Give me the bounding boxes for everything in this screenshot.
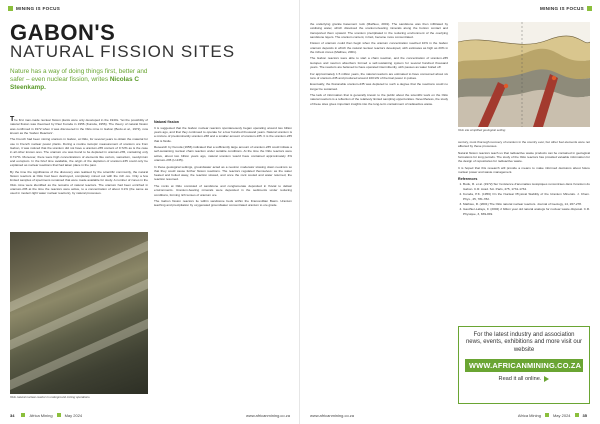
paragraph: The Gabon reactors were able to start a chain reaction, and the concentration of uranium-235 isotopes and neutron absorbers formed a self-sustaining system for several hundred thousand years. The reactors are believed to have operated intermittently, with pauses as water boiled off. — [310, 56, 448, 70]
paragraph: It is hoped that this research will provide a means to make informed decisions about future nuclear power and waste management. — [458, 165, 590, 175]
paragraph: The first man-made nuclear fission plants were only developed in the 1940s. Yet the possibility of natural fission was theorised by Paul Kuroda in 1956 (Kuroda, 1956). The theory of natural fission was confirmed in 1972 when it was discovered in the Oklo mine in Gabon (Bodu et al., 1972), now known as the 'Gabon Reactors'. — [10, 116, 148, 135]
page-number: 35 — [582, 412, 587, 418]
footer-site: www.africanmining.co.za — [310, 412, 355, 418]
right-column-1 — [310, 22, 448, 108]
paragraph: In these geological settings, groundwater acted as a neutron moderator slowing down neutrons so that they could cause further fission reactions. The reactors regulated themselves: as the water heated and boiled away, the reaction slowed, and once the rock cooled and water returned, the reaction resumed. — [154, 164, 292, 182]
section-tag-right — [540, 4, 592, 12]
article-lede — [10, 68, 150, 92]
magazine-name: Africa Mining — [517, 412, 541, 418]
paragraph: It is suggested that the Gabon nuclear reactors spontaneously began operating around two billion years ago, and that they continued to operate for a few hundred thousand years. Natural uranium is a mixture of predominantly uranium-238 and a smaller amount of uranium-235. It is the uranium-235 that is fissile. — [154, 125, 292, 143]
section-heading: Natural fission — [154, 120, 179, 124]
footer-marker-icon — [21, 413, 25, 417]
paragraph: The rocks at Oklo consisted of sandstone and conglomerate deposited in fluvial to deltaic environments. Uranium-bearing minerals were deposited in the sediments under reducing conditions, forming rich lenses of uranium ore. — [154, 183, 292, 197]
paragraph: By the time the significance of the discovery was realised by the scientific community, the natural fission reactors at Oklo had been destroyed, completely mined out with the rich ore. Only a few limited samples of specimens remained that were made available for study. A number of zones in the Oklo mine were identified as the remains of natural reactors. The uranium had been enriched in uranium-235 at the time the reactors were active, to a concentration of about 3.1% (the same as used in modern light water nuclear reactors), by natural processes. — [10, 169, 148, 196]
page-number: 34 — [10, 412, 15, 418]
footer-site: www.africanmining.co.za — [245, 412, 290, 418]
paragraph: century, most thorough recovery of uranium in the country ever, but other fuel elements were not affected by these processes. — [458, 140, 590, 149]
paragraph: Natural fission reactors teach us that radioactive waste products can be contained in geological formations for long periods. The study of the Oklo reactors has provided valuable information for the design of repositories for radioactive waste. — [458, 150, 590, 164]
issue-date: May 2024 — [64, 412, 83, 418]
geology-diagram-svg — [458, 22, 590, 127]
photo-caption: Oklo natural nuclear reactor in underground mining operations. — [10, 395, 91, 399]
footer-marker-icon — [57, 413, 61, 417]
right-footer — [300, 410, 600, 420]
left-column-2 — [154, 118, 292, 210]
article-subtitle: NATURAL FISSION SITES — [10, 42, 236, 61]
footer-marker-icon — [545, 413, 549, 417]
paragraph: For approximately 1.5 million years, the natural reactors are estimated to have consumed about six tons of uranium-235 and produced around 100 kW of thermal power in pulses. — [310, 71, 448, 80]
section-marker-icon — [587, 6, 592, 11]
left-footer — [0, 410, 300, 420]
issue-date: May 2024 — [552, 412, 571, 418]
section-label: MINING IS FOCUS — [16, 5, 61, 11]
lede-text: Nature has a way of doing things first, better and safer – even nuclear fission, writes — [10, 68, 148, 83]
paragraph: The French had been mining uranium in Gabon, at Oklo, for several years to obtain the material for use in French nuclear power plants. During a routine isotopic measurement of uranium ore from Gabon, it was noticed that the uranium did not have a uranium-235 content of 0.72% as is the case in all other known ores. The uranium ore was found to be depleted in uranium-235, containing only 0.717%. Moreover, there were high concentrations of elements like cerium, samarium, neodymium and europium. In the brief time available, the origin of the depletion of uranium-235 could only be explained as nuclear reactions that had taken place in the past. — [10, 137, 148, 168]
references-title: References — [458, 176, 478, 181]
arrow-right-icon — [544, 376, 549, 382]
right-column-2 — [458, 140, 590, 217]
reference-item: 3. Mathieu, R. (2001) The Oklo natural nuclear reactors. Journal of Geology, 14, 267-278. — [463, 202, 590, 206]
paragraph: The lack of information that is generally known to the public about the scientific work on the Oklo natural reactors is a reflection of the relatively limited sampling opportunities. Nevertheless, the study of these sites gives important insights into the long-term containment of radioactive waste. — [310, 93, 448, 106]
paragraph: Eventually, the fissionable uranium-235 was depleted to such a degree that the reactions could no longer be sustained. — [310, 82, 448, 91]
section-label: MINING IS FOCUS — [539, 5, 584, 11]
ad-text: For the latest industry and association news, events, exhibitions and more visit our website — [465, 332, 583, 353]
references — [458, 177, 590, 216]
lede-author: Nicolas C Steenkamp. — [10, 76, 139, 91]
section-tag-left — [8, 4, 60, 12]
reference-item: 2. Kuroda, P.K. (1956) On the Nuclear Physical Stability of the Uranium Minerals. J. Chem. Phys., 25, 781-782. — [463, 192, 590, 201]
oklo-reactor-photo — [10, 232, 148, 394]
paragraph: Fission of uranium could then begin when the uranium concentration reached 10% in the Gabon uranium deposits in which the natural nuclear reactors developed, with estimates as high as 20% in the richest zones (Mathieu, 2001). — [310, 41, 448, 54]
reference-item: 1. Bodu, R. et al. (1972) Sur l'existence d'anomalies isotopiques rencontrées dans l'uranium du Gabon. C.R. Acad. Sci. Paris, 275, 1731-1734. — [463, 182, 590, 191]
ad-cta-label: Read it all online. — [498, 376, 542, 383]
paragraph: The Gabon fission reactors lie within sandstone beds within the Francevillian Basin. Uranium leaching and precipitation by oxygenated groundwater concentrated uranium to ore grade. — [154, 199, 292, 208]
diagram-caption: Oklo site simplified geological setting. — [458, 128, 507, 132]
geology-diagram — [458, 22, 590, 127]
magazine-name: Africa Mining — [29, 412, 53, 418]
footer-marker-icon — [575, 413, 579, 417]
paragraph: the underlying granite basement rock (Mathieu, 2001). The sandstone was then infiltrated by oxidising water, which dissolved the uranium-bearing minerals along the bottom contact and transported them upward. The uranium precipitated in the reducing environment of the overlying sandstone layers. The uranium content, in fact, became more concentrated. — [310, 22, 448, 39]
left-column-1 — [10, 118, 148, 198]
ad-url-link[interactable]: WWW.AFRICANMINING.CO.ZA — [465, 359, 583, 372]
paragraph: Research by Kuroda (1956) indicated that a sufficiently large amount of uranium-235 could initiate a self-sustaining nuclear chain reaction under suitable conditions. At the time the Oklo reactors were active, about two billion years ago, natural uranium would have contained approximately 3% uranium-235 (U-235). — [154, 145, 292, 163]
reference-item: 4. Gauthier-Lafaye, F. (2002) 2 billion year old natural analogs for nuclear waste disposal. C.R. Physique, 3, 839-849. — [463, 207, 590, 216]
section-marker-icon — [8, 6, 13, 11]
article-title: GABON'S — [10, 20, 116, 45]
website-ad[interactable] — [458, 326, 590, 404]
ad-cta[interactable] — [465, 376, 583, 382]
